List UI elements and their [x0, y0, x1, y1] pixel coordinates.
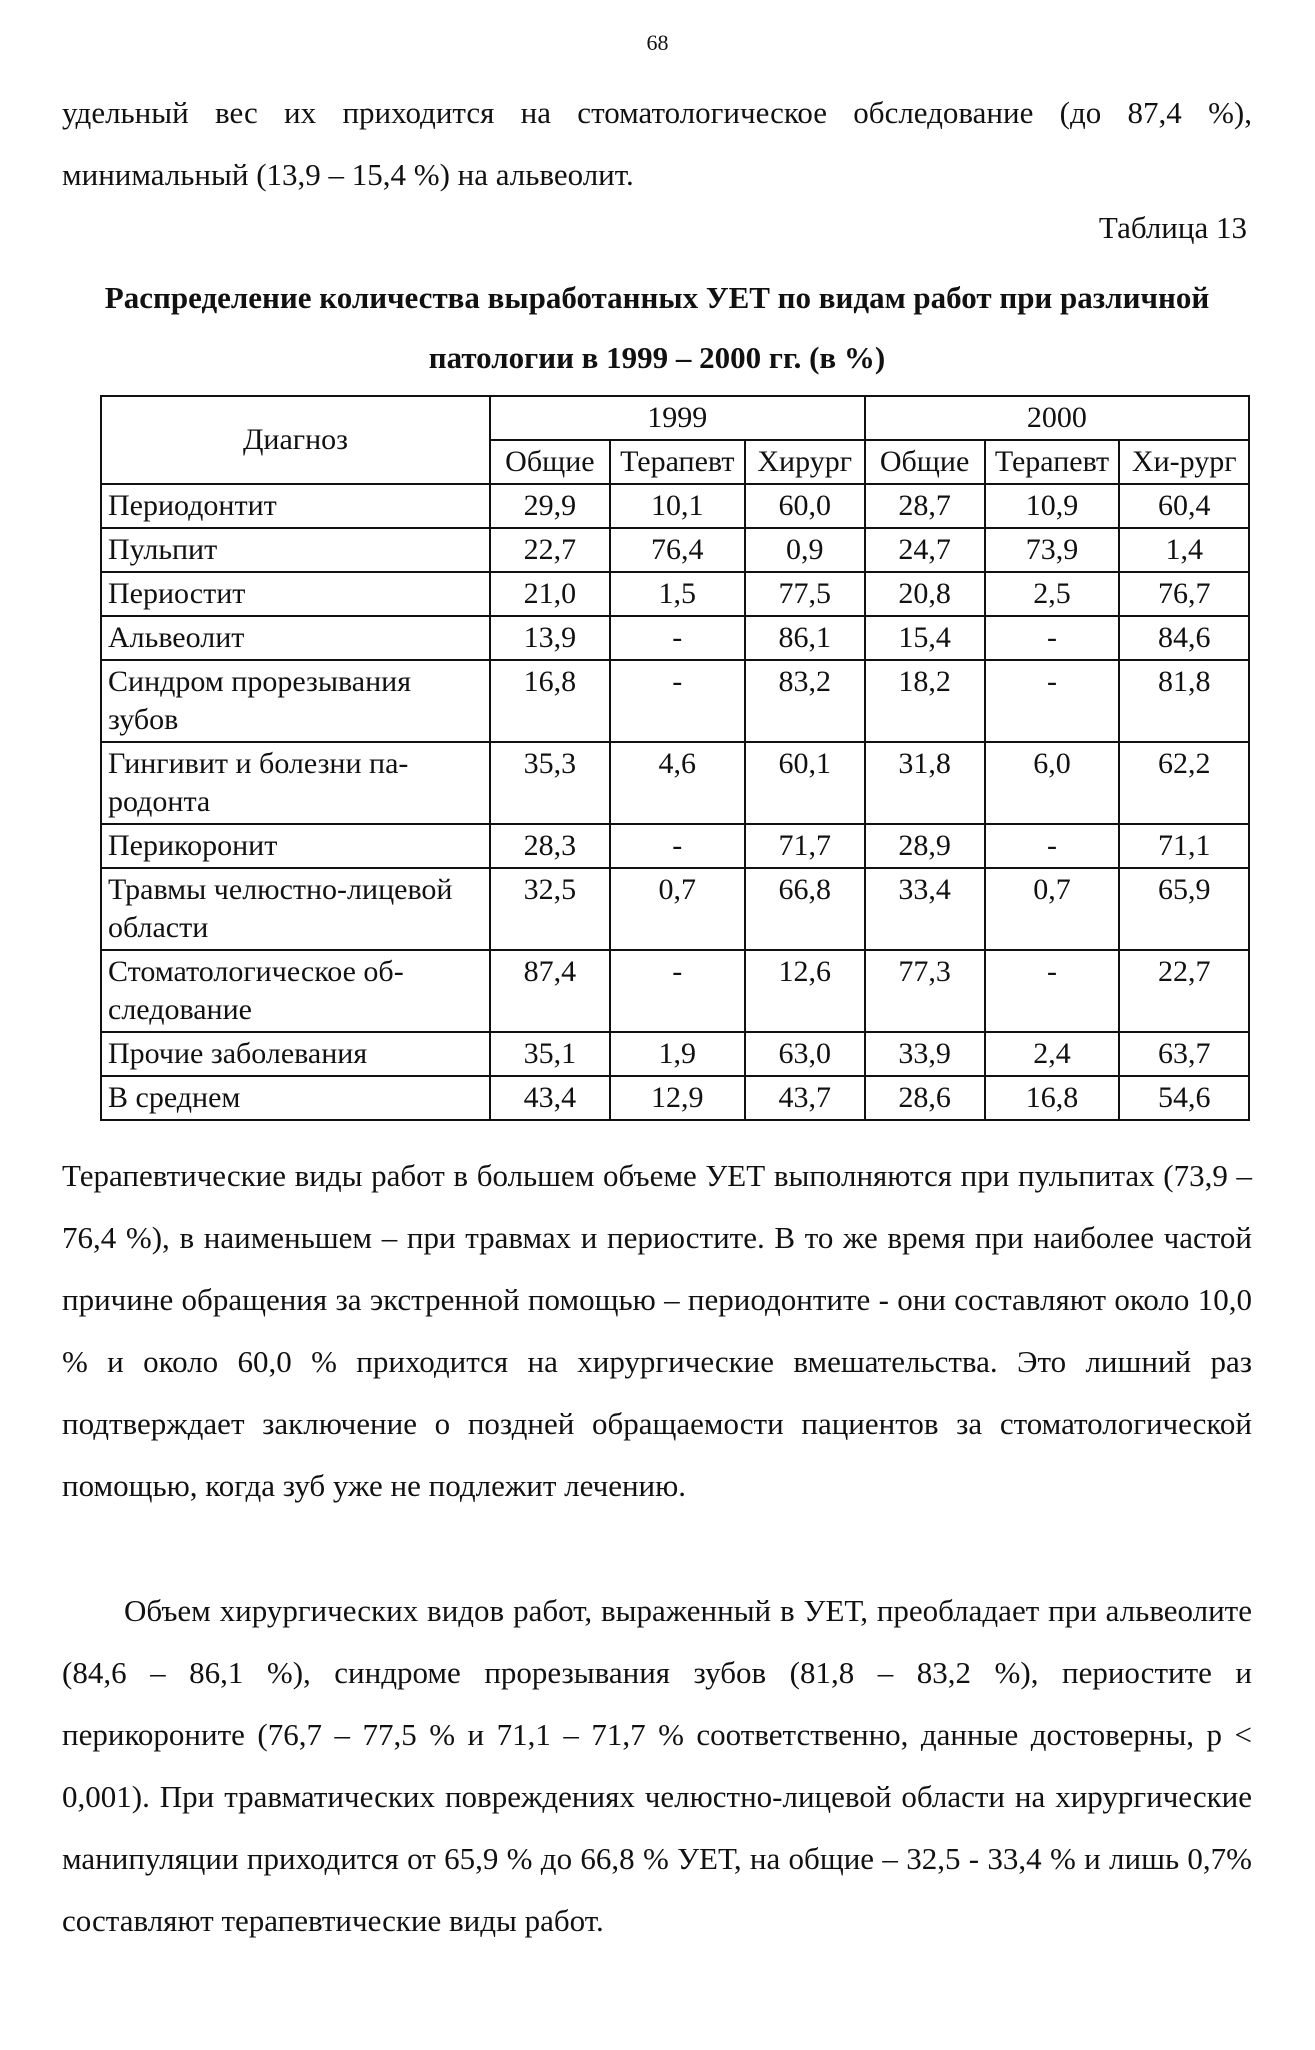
diagnosis-cell: Гингивит и болезни па-родонта: [101, 742, 490, 824]
value-cell: 77,3: [865, 950, 985, 1032]
table-header-row: [101, 396, 1249, 440]
value-cell: 6,0: [985, 742, 1120, 824]
value-cell: 22,7: [490, 528, 610, 572]
value-cell: 20,8: [865, 572, 985, 616]
subheader-cell: Общие: [865, 440, 985, 484]
diagnosis-cell: Периостит: [101, 572, 490, 616]
table-row: [101, 742, 1249, 824]
diagnosis-cell: Альвеолит: [101, 616, 490, 660]
value-cell: 32,5: [490, 868, 610, 950]
value-cell: 43,4: [490, 1076, 610, 1120]
value-cell: -: [985, 950, 1120, 1032]
value-cell: 1,9: [610, 1032, 745, 1076]
table-row: [101, 950, 1249, 1032]
value-cell: 60,1: [745, 742, 865, 824]
value-cell: 12,6: [745, 950, 865, 1032]
value-cell: 21,0: [490, 572, 610, 616]
value-cell: 33,4: [865, 868, 985, 950]
subheader-cell: Терапевт: [610, 440, 745, 484]
diagnosis-cell: Травмы челюстно-лицевой области: [101, 868, 490, 950]
value-cell: 31,8: [865, 742, 985, 824]
intro-paragraph: удельный вес их приходится на стоматологическое обследование (до 87,4 %), минимальный (13,9 – 15,4 %) на альвеолит.: [62, 95, 1252, 192]
value-cell: 12,9: [610, 1076, 745, 1120]
table-row: [101, 616, 1249, 660]
value-cell: 22,7: [1119, 950, 1249, 1032]
value-cell: 87,4: [490, 950, 610, 1032]
value-cell: -: [610, 824, 745, 868]
header-year-2000: 2000: [865, 396, 1249, 440]
value-cell: 18,2: [865, 660, 985, 742]
value-cell: 81,8: [1119, 660, 1249, 742]
diagnosis-cell: Пульпит: [101, 528, 490, 572]
diagnosis-cell: Периодонтит: [101, 484, 490, 528]
header-diagnosis: Диагноз: [101, 396, 490, 484]
table-row: [101, 868, 1249, 950]
diagnosis-cell: В среднем: [101, 1076, 490, 1120]
value-cell: 73,9: [985, 528, 1120, 572]
value-cell: 13,9: [490, 616, 610, 660]
value-cell: 28,7: [865, 484, 985, 528]
value-cell: 76,4: [610, 528, 745, 572]
table-row: [101, 572, 1249, 616]
value-cell: 35,1: [490, 1032, 610, 1076]
table-row: [101, 1032, 1249, 1076]
value-cell: 33,9: [865, 1032, 985, 1076]
value-cell: 1,4: [1119, 528, 1249, 572]
value-cell: 15,4: [865, 616, 985, 660]
value-cell: -: [610, 950, 745, 1032]
value-cell: 2,4: [985, 1032, 1120, 1076]
table-row: [101, 824, 1249, 868]
value-cell: -: [610, 616, 745, 660]
value-cell: 54,6: [1119, 1076, 1249, 1120]
paragraph-surgical: Объем хирургических видов работ, выраженный в УЕТ, преобладает при альвеолите (84,6 – 86,1 %), синдроме прорезывания зубов (81,8 – 83,2 %), периостите и перикороните (76,7 – 77,5 % и 71,1 – 71,7 % соответственно, данные достоверны, p < 0,001). При травматических повреждениях челюстно-лицевой области на хирургические манипуляции приходится от 65,9 % до 66,8 % УЕТ, на общие – 32,5 - 33,4 % и лишь 0,7% составляют терапевтические виды работ.: [62, 1593, 1252, 1938]
value-cell: 1,5: [610, 572, 745, 616]
value-cell: 60,0: [745, 484, 865, 528]
value-cell: -: [985, 660, 1120, 742]
value-cell: 84,6: [1119, 616, 1249, 660]
value-cell: 16,8: [490, 660, 610, 742]
value-cell: 28,9: [865, 824, 985, 868]
value-cell: 16,8: [985, 1076, 1120, 1120]
value-cell: 0,9: [745, 528, 865, 572]
value-cell: 28,6: [865, 1076, 985, 1120]
value-cell: 60,4: [1119, 484, 1249, 528]
paragraph-therapeutic: Терапевтические виды работ в большем объеме УЕТ выполняются при пульпитах (73,9 – 76,4 %), в наименьшем – при травмах и периостите. В то же время при наиболее частой причине обращения за экстренной помощью – периодонтите - они составляют около 10,0 % и около 60,0 % приходится на хирургические вмешательства. Это лишний раз подтверждает заключение о поздней обращаемости пациентов за стоматологической помощью, когда зуб уже не подлежит лечению.: [62, 1158, 1252, 1503]
value-cell: 29,9: [490, 484, 610, 528]
table-title: Распределение количества выработанных УЕТ по видам работ при различной патологии в 1999 – 2000 гг. (в %): [104, 280, 1210, 375]
value-cell: 4,6: [610, 742, 745, 824]
value-cell: 76,7: [1119, 572, 1249, 616]
value-cell: 86,1: [745, 616, 865, 660]
value-cell: -: [610, 660, 745, 742]
value-cell: 10,1: [610, 484, 745, 528]
table-row: [101, 528, 1249, 572]
table-row: [101, 1076, 1249, 1120]
value-cell: 24,7: [865, 528, 985, 572]
diagnosis-cell: Прочие заболевания: [101, 1032, 490, 1076]
subheader-cell: Хирург: [745, 440, 865, 484]
diagnosis-cell: Стоматологическое об-следование: [101, 950, 490, 1032]
value-cell: 66,8: [745, 868, 865, 950]
value-cell: -: [985, 824, 1120, 868]
value-cell: 65,9: [1119, 868, 1249, 950]
value-cell: 0,7: [610, 868, 745, 950]
value-cell: 71,1: [1119, 824, 1249, 868]
subheader-cell: Терапевт: [985, 440, 1120, 484]
value-cell: 63,0: [745, 1032, 865, 1076]
diagnosis-cell: Синдром прорезывания зубов: [101, 660, 490, 742]
value-cell: 62,2: [1119, 742, 1249, 824]
value-cell: 63,7: [1119, 1032, 1249, 1076]
value-cell: 28,3: [490, 824, 610, 868]
diagnosis-cell: Перикоронит: [101, 824, 490, 868]
table-row: [101, 660, 1249, 742]
page-number: 68: [646, 30, 669, 55]
table-caption: Таблица 13: [1098, 210, 1247, 245]
value-cell: 71,7: [745, 824, 865, 868]
value-cell: 35,3: [490, 742, 610, 824]
value-cell: 83,2: [745, 660, 865, 742]
value-cell: 77,5: [745, 572, 865, 616]
value-cell: 2,5: [985, 572, 1120, 616]
value-cell: 10,9: [985, 484, 1120, 528]
data-table: [100, 395, 1250, 1121]
value-cell: 43,7: [745, 1076, 865, 1120]
subheader-cell: Хи-рург: [1119, 440, 1249, 484]
subheader-cell: Общие: [490, 440, 610, 484]
value-cell: -: [985, 616, 1120, 660]
value-cell: 0,7: [985, 868, 1120, 950]
header-year-1999: 1999: [490, 396, 865, 440]
table-row: [101, 484, 1249, 528]
